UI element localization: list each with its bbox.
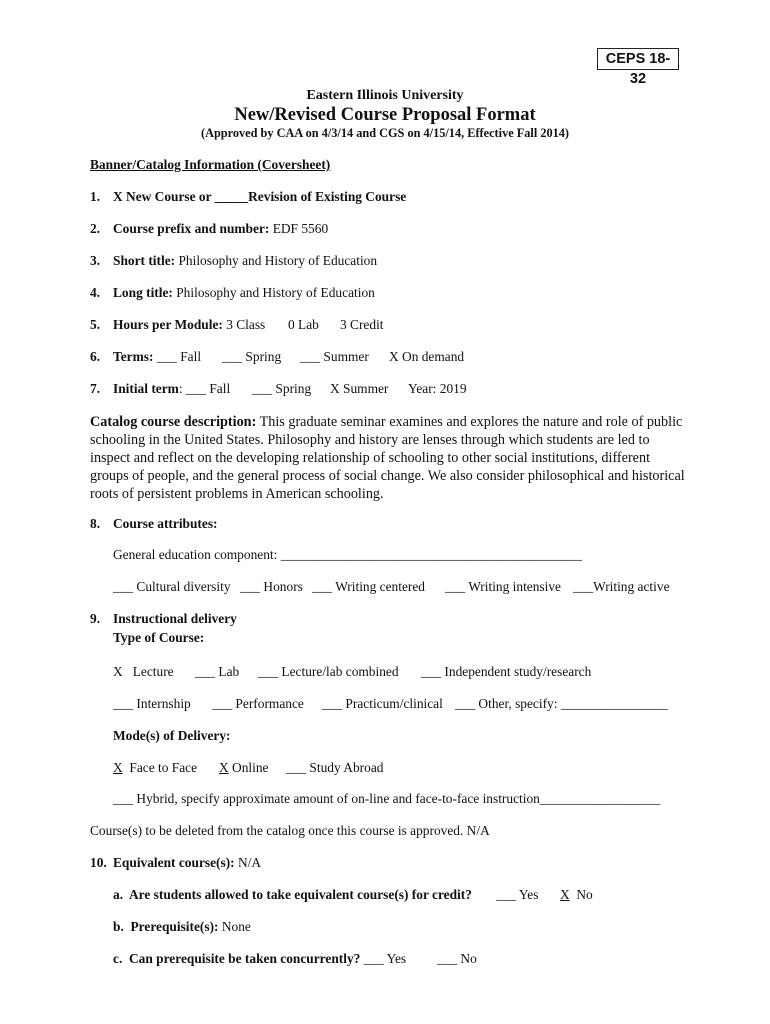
mode-of-delivery-label: Mode(s) of Delivery: [113, 728, 231, 743]
writing-intensive-option: ___ Writing intensive [445, 579, 561, 594]
item-10-number: 10. [90, 855, 107, 870]
item-5-number: 5. [90, 317, 101, 332]
item-6-on-demand: X On demand [389, 349, 465, 364]
catalog-description [90, 413, 690, 503]
performance-option: ___ Performance [212, 696, 304, 711]
lecture-lab-option: ___ Lecture/lab combined [258, 664, 399, 679]
item-6-number: 6. [90, 349, 101, 364]
item-4-value: Philosophy and History of Education [172, 285, 375, 300]
university-name: Eastern Illinois University [306, 88, 464, 103]
item-7-label: Initial term [113, 381, 179, 396]
type-of-course-label: Type of Course: [113, 630, 205, 645]
prerequisite-concurrent-no: ___ No [437, 951, 477, 966]
item-1-course-type: X New Course or _____Revision of Existing Course [113, 189, 407, 204]
item-6-fall: ___ Fall [153, 349, 202, 364]
document-title: New/Revised Course Proposal Format [234, 105, 536, 125]
other-option: ___ Other, specify: ________________ [455, 696, 668, 711]
item-2-number: 2. [90, 221, 101, 236]
prerequisites-value: None [218, 919, 251, 934]
item-2-value: EDF 5560 [269, 221, 329, 236]
item-7-year: Year: 2019 [408, 381, 467, 396]
item-1-number: 1. [90, 189, 101, 204]
equivalent-courses [113, 855, 261, 871]
writing-centered-option: ___ Writing centered [312, 579, 425, 594]
prerequisite-concurrent-yes: ___ Yes [360, 951, 407, 966]
item-6-terms [113, 349, 201, 365]
catalog-description-label: Catalog course description: [90, 414, 257, 430]
item-4-label: Long title: [113, 285, 173, 300]
document-id-box: CEPS 18-32 [597, 48, 679, 70]
item-6-label: Terms: [113, 349, 154, 364]
equivalent-courses-value: N/A [234, 855, 262, 870]
item-3-short-title [113, 253, 377, 269]
practicum-option: ___ Practicum/clinical [322, 696, 443, 711]
honors-option: ___ Honors [240, 579, 303, 594]
prerequisite-concurrent-question: c. Can prerequisite be taken concurrently? [113, 951, 361, 966]
online-mark: X [219, 760, 229, 775]
item-7-number: 7. [90, 381, 101, 396]
item-2-course-prefix [113, 221, 328, 237]
writing-active-option: ___Writing active [573, 579, 670, 594]
equivalent-credit-no-label: No [569, 887, 593, 902]
face-to-face-mark: X [113, 760, 123, 775]
item-4-long-title [113, 285, 375, 301]
item-5-class: 3 Class [222, 317, 266, 332]
equivalent-credit-question: a. Are students allowed to take equivalent course(s) for credit? [113, 887, 472, 902]
cultural-diversity-option: ___ Cultural diversity [113, 579, 231, 594]
deleted-courses-note: Course(s) to be deleted from the catalog once this course is approved. N/A [90, 823, 490, 838]
item-4-number: 4. [90, 285, 101, 300]
item-5-credit: 3 Credit [340, 317, 384, 332]
item-5-label: Hours per Module: [113, 317, 223, 332]
prerequisites [113, 919, 251, 935]
item-5-hours [113, 317, 265, 333]
item-5-lab: 0 Lab [288, 317, 319, 332]
item-7-fall: : ___ Fall [178, 381, 231, 396]
independent-study-option: ___ Independent study/research [421, 664, 592, 679]
face-to-face-option [113, 760, 197, 776]
item-6-spring: ___ Spring [222, 349, 282, 364]
internship-option: ___ Internship [113, 696, 191, 711]
approval-note: (Approved by CAA on 4/3/14 and CGS on 4/15/14, Effective Fall 2014) [200, 126, 570, 140]
instructional-delivery-label: Instructional delivery [113, 611, 237, 626]
study-abroad-option: ___ Study Abroad [286, 760, 384, 775]
face-to-face-label: Face to Face [122, 760, 198, 775]
item-3-label: Short title: [113, 253, 176, 268]
lab-option: ___ Lab [195, 664, 240, 679]
section-heading: Banner/Catalog Information (Coversheet) [90, 157, 331, 172]
prerequisite-concurrent [113, 951, 406, 967]
course-attributes-label: Course attributes: [113, 516, 218, 531]
item-7-summer: X Summer [330, 381, 389, 396]
item-2-label: Course prefix and number: [113, 221, 270, 236]
lecture-option: X Lecture [113, 664, 174, 679]
item-7-spring: ___ Spring [252, 381, 312, 396]
prerequisites-label: b. Prerequisite(s): [113, 919, 219, 934]
item-9-number: 9. [90, 611, 101, 626]
catalog-description-text: This graduate seminar examines and explores the nature and role of public schooling in the United States. Philosophy and history are lenses through which students are led to inspect and reflect on the developing relationship of schooling to other social institutions, different groups of people, and the general process of social change. We also consider philosophical and historical roots of persistent problems in American schooling. [90, 414, 685, 502]
equivalent-credit-yes: ___ Yes [496, 887, 539, 902]
online-option [219, 760, 268, 776]
equivalent-credit-no [560, 887, 593, 903]
equivalent-courses-label: Equivalent course(s): [113, 855, 235, 870]
online-label: Online [228, 760, 269, 775]
item-8-number: 8. [90, 516, 101, 531]
item-3-number: 3. [90, 253, 101, 268]
equivalent-credit-no-mark: X [560, 887, 570, 902]
item-3-value: Philosophy and History of Education [175, 253, 378, 268]
gen-ed-component: General education component: _____________________________________________ [113, 547, 582, 562]
hybrid-option: ___ Hybrid, specify approximate amount of on-line and face-to-face instruction__________________ [113, 791, 661, 806]
item-6-summer: ___ Summer [300, 349, 369, 364]
item-7-initial-term [113, 381, 230, 397]
